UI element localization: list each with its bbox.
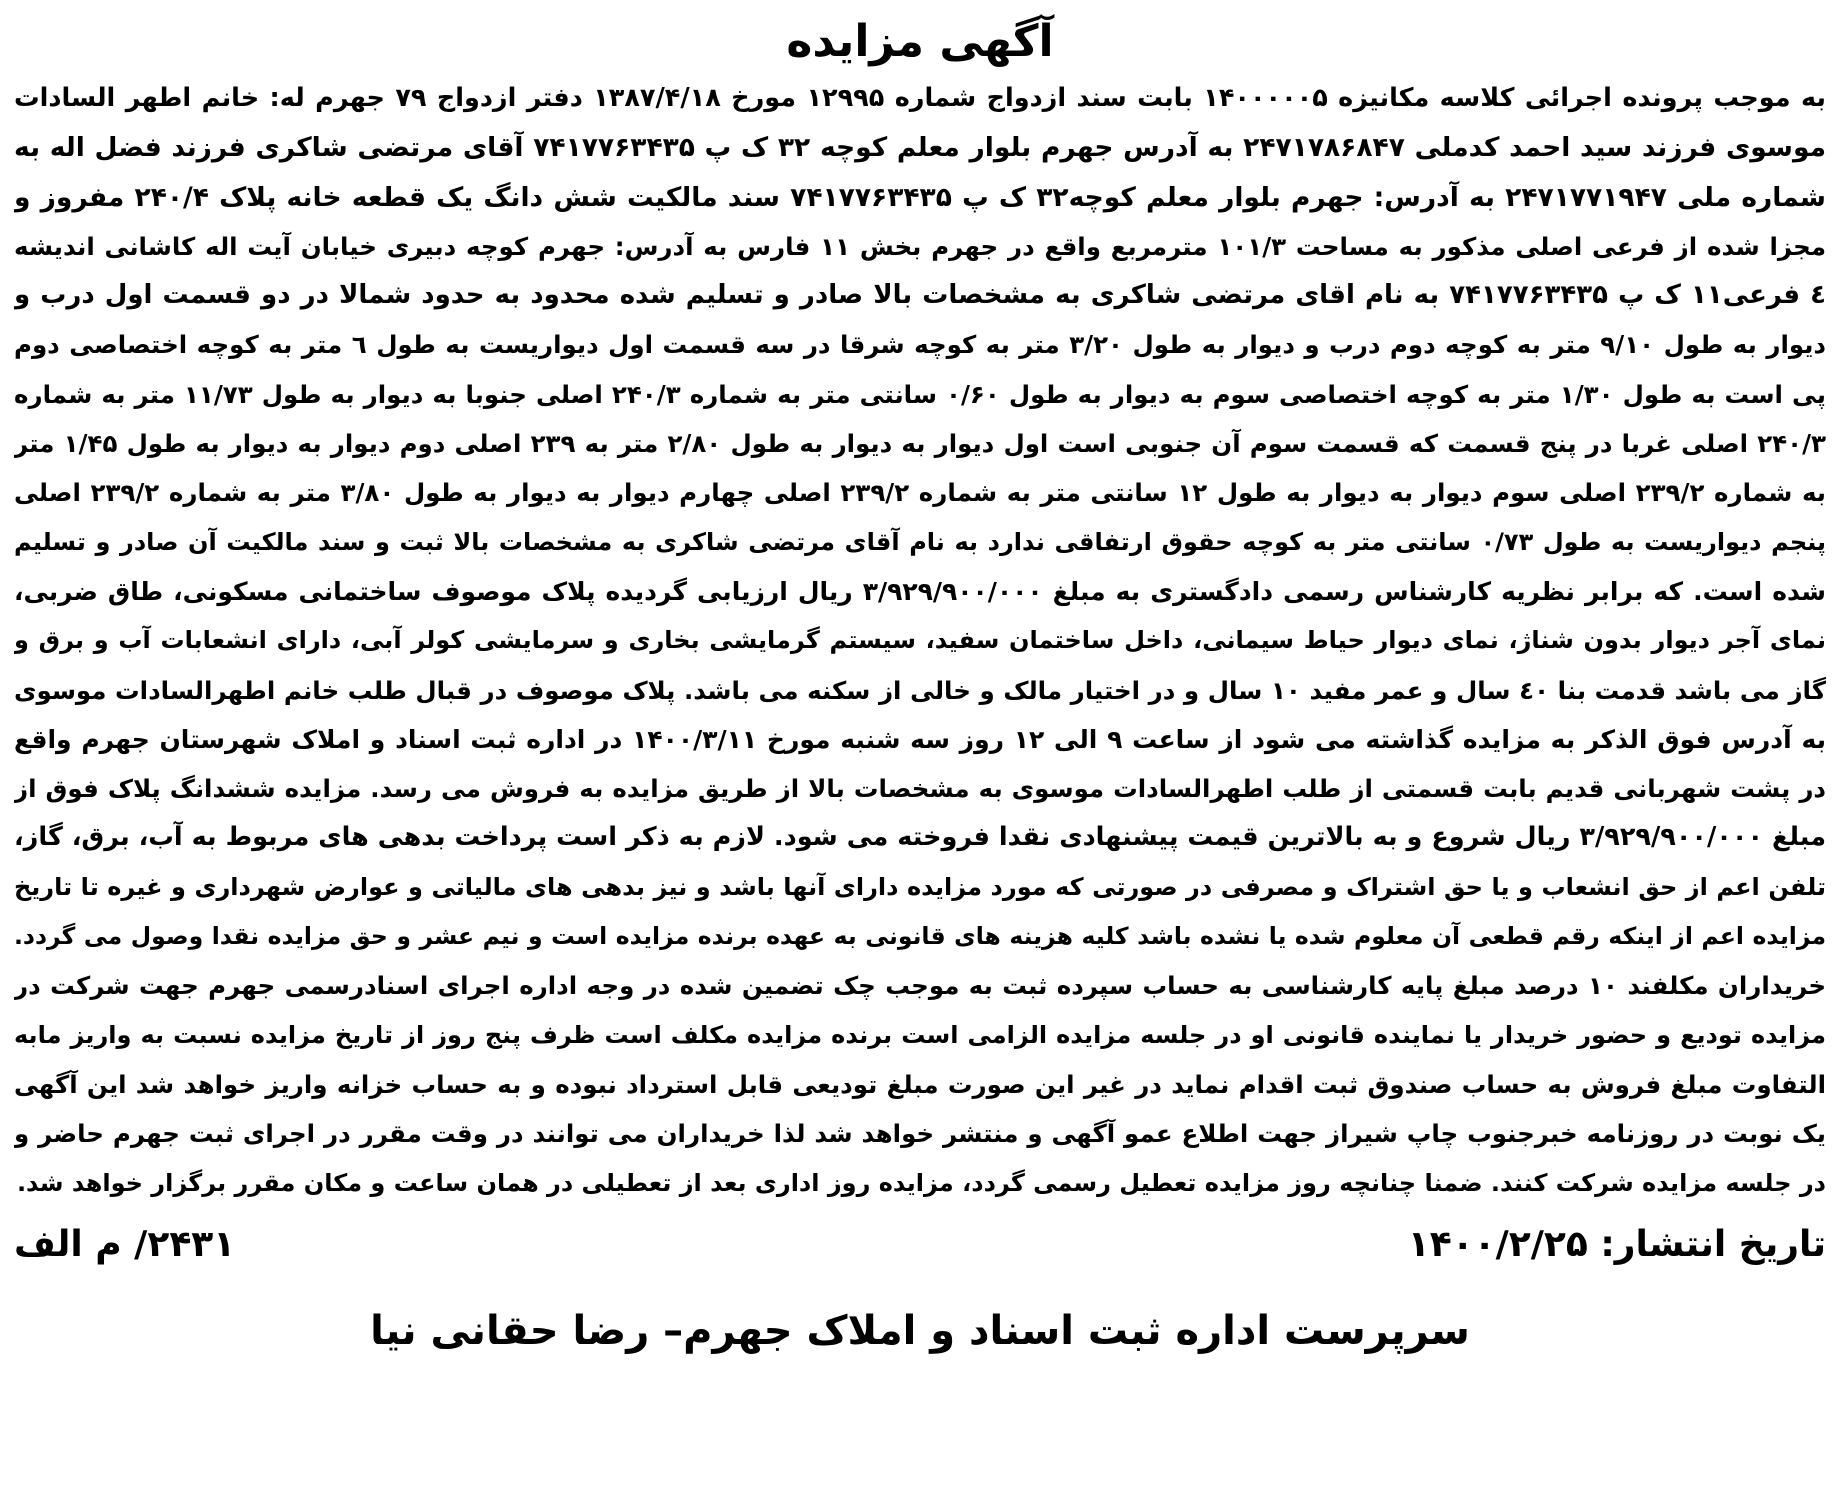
body-line: مجزا شده از فرعی اصلی مذکور به مساحت ۱۰۱/۳ مترمربع واقع در جهرم بخش ۱۱ فارس به آدرس: جهرم کوچه دبیری خیابان آیت اله کاشانی اندیشه [14,231,1826,261]
body-line: به شماره ۲۳۹/۲ اصلی سوم دیوار به دیوار به طول ۱۲ سانتی متر به شماره ۲۳۹/۲ اصلی چهارم دیوار به دیوار به طول ۳/۸۰ متر به شماره ۲۳۹/۲ اصلی [14,478,1826,508]
body-line: مزایده تودیع و حضور خریدار یا نماینده قانونی او در جلسه مزایده الزامی است برنده مزایده مکلف است ظرف پنج روز از تاریخ مزایده نسبت به واریز مابه [14,1020,1826,1049]
body-line: در پشت شهربانی قدیم بابت قسمتی از طلب اطهرالسادات موسوی به مشخصات بالا از طریق مزایده به فروش می رسد. مزایده ششدانگ پلاک فوق از [14,774,1826,804]
body-line: یک نوبت در روزنامه خبرجنوب چاپ شیراز جهت اطلاع عمو آگهی و منتشر خواهد شد لذا خریداران می توانند در وقت مقرر در اجرای ثبت جهرم حاضر و [14,1119,1826,1149]
body-line: نمای آجر دیوار بدون شناژ، نمای دیوار حیاط سیمانی، داخل ساختمان سفید، سیستم گرمایشی بخاری و سرمایشی کولر آبی، دارای انشعابات آب و برق و [14,626,1826,655]
body-line: خریداران مکلفند ۱۰ درصد مبلغ پایه کارشناسی به حساب سپرده ثبت به موجب چک تضمین شده در وجه اداره اجرای اسنادرسمی جهرم جهت شرکت در [14,971,1826,1001]
body-line: ٤ فرعی۱۱ ک پ ۷۴۱۷۷۶۳۴۳۵ به نام اقای مرتضی شاکری به مشخصات بالا صادر و تسلیم شده محدود به حدود شمالا در دو قسمت اول درب و [14,280,1826,311]
body-line: پی است به طول ۱/۳۰ متر به کوچه اختصاصی سوم به دیوار به طول ۰/۶۰ سانتی متر به شماره ۲۴۰/۳ اصلی جنوبا به دیوار به طول ۱۱/۷۳ متر به شماره [14,379,1826,409]
publish-date: تاریخ انتشار: ۱۴۰۰/۲/۲۵ [1407,1224,1826,1266]
body-line: موسوی فرزند سید احمد کدملی ۲۴۷۱۷۸۶۸۴۷ به آدرس جهرم بلوار معلم کوچه ۳۲ ک پ ۷۴۱۷۷۶۳۴۳۵ آقای مرتضی شاکری فرزند فضل اله به [14,132,1826,164]
body-line: به موجب پرونده اجرائی کلاسه مکانیزه ۱۴۰۰۰۰۰۵ بابت سند ازدواج شماره ۱۲۹۹۵ مورخ ۱۳۸۷/۴/۱۸ دفتر ازدواج ۷۹ جهرم له: خانم اطهر السادات [14,83,1826,113]
body-line: به آدرس فوق الذکر به مزایده گذاشته می شود از ساعت ۹ الی ۱۲ روز سه شنبه مورخ ۱۴۰۰/۳/۱۱ در اداره ثبت اسناد و املاک شهرستان جهرم واقع [14,724,1826,754]
reference-number: ۲۴۳۱/ م الف [14,1224,236,1266]
body-line: تلفن اعم از حق انشعاب و یا حق اشتراک و مصرفی در صورتی که مورد مزایده دارای آنها باشد و نیز بدهی های مالیاتی و عوارض شهرداری و غیره تا تاریخ [14,872,1826,901]
body-line: دیوار به طول ۹/۱۰ متر به کوچه دوم درب و دیوار به طول ۳/۲۰ متر به کوچه شرقا در سه قسمت اول دیواریست به طول ٦ متر به کوچه اختصاصی دوم [14,330,1826,360]
body-line: در جلسه مزایده شرکت کنند. ضمنا چنانچه روز مزایده تعطیل رسمی گردد، مزایده روز اداری بعد از تعطیلی در همان ساعت و مکان مقرر برگزار خواهد شد. [16,1168,1826,1197]
body-line: شماره ملی ۲۴۷۱۷۷۱۹۴۷ به آدرس: جهرم بلوار معلم کوچه۳۲ ک پ ۷۴۱۷۷۶۳۴۳۵ سند مالکیت شش دانگ یک قطعه خانه پلاک ۲۴۰/۴ مفروز و [14,181,1826,213]
notice-body [14,74,1826,1208]
body-line: ۲۴۰/۳ اصلی غربا در پنج قسمت که قسمت سوم آن جنوبی است اول دیوار به دیوار به طول ۲/۸۰ متر به ۲۳۹ اصلی دوم دیوار به دیوار به طول ۱/۴۵ متر [14,429,1826,459]
body-line: مبلغ ۳/۹۲۹/۹۰۰/۰۰۰ ریال شروع و به بالاترین قیمت پیشنهادی نقدا فروخته می شود. لازم به ذکر است پرداخت بدهی های مربوط به آب، برق، گاز، [14,822,1826,853]
body-line: شده است. که برابر نظریه کارشناس رسمی دادگستری به مبلغ ۳/۹۲۹/۹۰۰/۰۰۰ ریال ارزیابی گردیده پلاک موصوف ساختمانی مسکونی، طاق ضربی، [14,576,1826,606]
notice-footer [14,1214,1826,1276]
body-line: التفاوت مبلغ فروش به حساب صندوق ثبت اقدام نماید در غیر این صورت مبلغ تودیعی قابل استرداد نبوده و به حساب خزانه واریز خواهد شد این آگهی [14,1069,1826,1099]
signature: سرپرست اداره ثبت اسناد و املاک جهرم– رضا حقانی نیا [370,1307,1470,1354]
notice-title: آگهی مزایده [786,16,1054,67]
body-line: پنجم دیواریست به طول ۰/۷۳ سانتی متر به کوچه حقوق ارتفاقی ندارد به نام آقای مرتضی شاکری به مشخصات بالا ثبت و سند مالکیت آن صادر و تسلیم [14,527,1826,556]
body-line: مزایده اعم از اینکه رقم قطعی آن معلوم شده یا نشده باشد کلیه هزینه های قانونی به عهده برنده مزایده است و نیم عشر و حق مزایده نقدا وصول می گردد. [14,922,1826,951]
body-line: گاز می باشد قدمت بنا ٤۰ سال و عمر مفید ۱۰ سال و در اختیار مالک و خالی از سکنه می باشد. پلاک موصوف در قبال طلب خانم اطهرالسادات موسوی [14,675,1826,705]
